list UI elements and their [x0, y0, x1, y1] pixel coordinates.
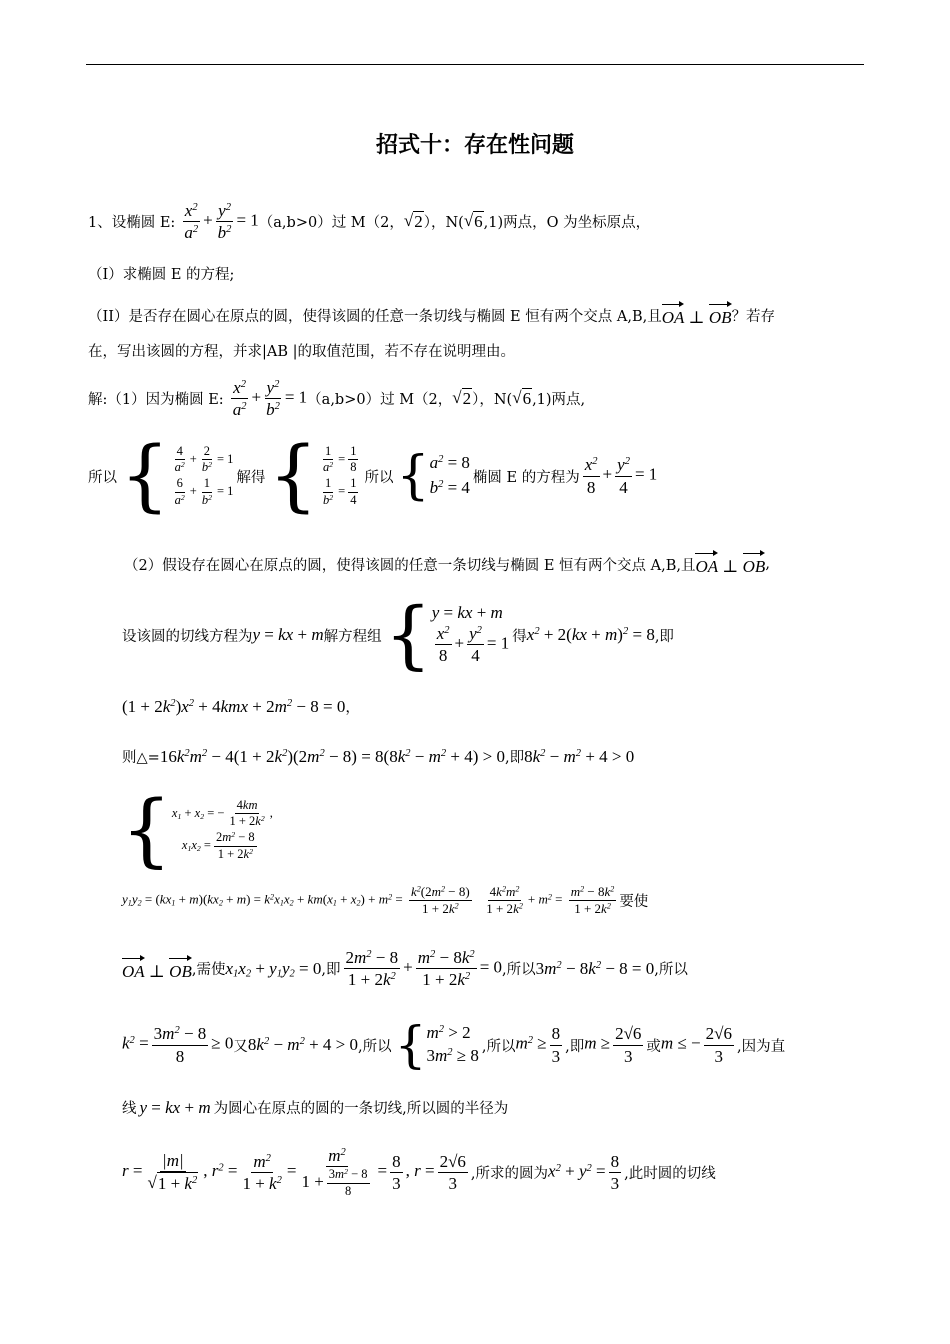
sqrt-2: √ 2	[403, 211, 423, 232]
label-ie-2: ,即	[505, 750, 525, 766]
tangent-eq: y = kx + m	[252, 625, 324, 644]
label-get: 得	[512, 628, 527, 645]
label-solve: 解得	[236, 469, 266, 486]
solution-systems	[88, 431, 658, 521]
label-so-5: ,所以	[358, 1038, 392, 1055]
solution-tail: ,1)两点,	[532, 392, 586, 409]
vieta-system: { $x_1 + x_2$ = − $\frac{4km}{1 + 2k^2}$ , $x_1x_2$ = $\frac{2m^2 - 8}{1 + 2k^2}$	[121, 783, 273, 876]
discriminant: $16k^2m^2 - 4(1 + 2k^2)(2m^2 - 8) = 8(8k^2 - m^2 + 4) > 0$	[159, 746, 505, 766]
label-then: 则△=	[122, 750, 160, 766]
y1y2-expr: $y_1y_2 = (kx_1 + m)(kx_2 + m) = k^2x_1x_2 + km(x_1 + x_2) + m^2$ = $\frac{k^2(2m^2 - 8)}{1 + 2k^2}$ $\frac{4k^2m^2}{1 + 2k^2}$ + $m^2$ = $\frac{m^2 - 8k^2}{1 + 2k^2}$	[122, 884, 615, 917]
label-circle: ,所求的圆为	[470, 1165, 549, 1182]
problem-part-2	[88, 302, 775, 328]
label-so-6: ,所以	[481, 1038, 516, 1055]
radius-intro-line: 线 y = kx + m 为圆心在原点的圆的一条切线,所以圆的半径为	[122, 1097, 509, 1117]
label-so-3: ,所以	[502, 962, 536, 979]
label-tangent: 设该圆的切线方程为	[122, 628, 253, 645]
label-or: 或	[646, 1038, 661, 1055]
radius-line: r = |m| √ $1 + k^2$ , $r^2$ = $\frac{m^2}{1 + k^2}$ = $m^2$ 1 + $\frac{3m^2 - 8}{8}$ = $\frac{8}{3}$ , r = $\frac{2√6}{3}$ ,所求的圆为 $x^2 + y^2$ = $\frac{8}{3}$ ,此时圆的切线	[122, 1146, 716, 1198]
sqrt-6-b: √ 6	[512, 388, 532, 409]
k-squared-line: $k^2$ = $\frac{3m^2 - 8}{8}$ ≥ 0 又 $8k^2 - m^2 + 4 > 0$ ,所以 { $m^2 > 2$ $3m^2 \ge 8$ ,所以 $m^2$ ≥ $\frac{8}{3}$ ,即 m ≥ $\frac{2√6}{3}$ 或 m ≤ − $\frac{2√6}{3}$ ,因为直	[122, 1016, 786, 1074]
solution-point-n: ），N(	[472, 392, 513, 409]
perpendicular-vectors: OA ⊥ OB	[662, 302, 732, 328]
problem-point-n: ），N(	[423, 215, 464, 232]
discriminant-line	[122, 746, 634, 767]
label-ie-4: ,即	[565, 1038, 585, 1055]
label-solve-sys: 解方程组	[323, 628, 382, 645]
problem-part-2-cont: 在，写出该圆的方程，并求|AB |的取值范围，若不存在说明理由。	[88, 344, 516, 360]
ellipse-equation: $\frac{x^2}{a^2}$ + $\frac{y^2}{b^2}$ = 1	[184, 201, 259, 243]
ellipse-result: $\frac{x^2}{8}$ + $\frac{y^2}{4}$ = 1	[584, 455, 658, 497]
sqrt-2-b: √ 2	[452, 388, 472, 409]
sqrt-6: √ 6	[463, 211, 483, 232]
tangent-line	[122, 592, 674, 678]
part-2-text-b: ？若存	[731, 308, 776, 325]
ellipse-equation-2: $\frac{x^2}{a^2}$ + $\frac{y^2}{b^2}$ = 1	[232, 378, 308, 420]
problem-line-1	[88, 200, 650, 244]
solution-intro: 解:（1）因为椭圆 E:	[88, 392, 224, 409]
label-need: ,需使	[191, 962, 226, 979]
label-ellipse-eq: 椭圆 E 的方程为	[472, 469, 580, 486]
label-ie: ,即	[654, 628, 674, 645]
label-tangent-now: ,此时圆的切线	[624, 1165, 716, 1182]
substituted-eq: $x^2 + 2(kx + m)^2 = 8$	[526, 625, 655, 644]
solution-part-2: （2）假设存在圆心在原点的圆，使得该圆的任意一条切线与椭圆 E 恒有两个交点 A,B,且 OA ⊥ OB ,	[124, 551, 770, 577]
label-so-2: 所以	[364, 469, 394, 486]
problem-tail: ,1)两点，O 为坐标原点，	[483, 215, 651, 232]
system-3: { $a^2 = 8$ $b^2 = 4$	[396, 446, 470, 506]
system-2: { $\frac{1}{a^2}$ = $\frac{1}{8}$ $\frac{1}{b^2}$ = $\frac{1}{4}$	[268, 431, 357, 521]
system-1: { $\frac{4}{a^2}$ + $\frac{2}{b^2}$ = 1 $\frac{6}{a^2}$ + $\frac{1}{b^2}$ = 1	[120, 431, 234, 521]
part-2-assume: （2）假设存在圆心在原点的圆，使得该圆的任意一条切线与椭圆 E 恒有两个交点 A,B,且	[124, 557, 696, 574]
label-line: 线	[122, 1101, 137, 1117]
page-title: 招式十：存在性问题	[375, 133, 574, 158]
label-because: ,因为直	[736, 1038, 786, 1055]
problem-part-1: （I）求椭圆 E 的方程;	[88, 267, 235, 283]
solution-line-1	[88, 377, 585, 421]
label-so: 所以	[88, 469, 117, 486]
label-line-tail: 为圆心在原点的圆的一条切线,所以圆的半径为	[213, 1101, 509, 1117]
discriminant-cond: $8k^2 - m^2 + 4 > 0$	[524, 746, 635, 766]
label-ie-3: ,即	[321, 962, 341, 979]
header-rule	[86, 64, 864, 65]
system-4: { y = kx + m $\frac{x^2}{8}$ + $\frac{y^2}{4}$ = 1	[384, 592, 510, 678]
solution-condition: （a,b>0）过 M（2，	[307, 392, 453, 409]
label-also: 又	[233, 1038, 248, 1055]
label-want: 要使	[619, 894, 649, 911]
perpendicular-vectors-2: OA ⊥ OB	[695, 551, 765, 577]
quadratic-eq: $(1 + 2k^2)x^2 + 4kmx + 2m^2 - 8 = 0$ ，	[122, 696, 360, 716]
label-so-4: ,所以	[654, 962, 688, 979]
y1y2-line	[122, 884, 648, 918]
problem-number: 1、设椭圆 E:	[88, 215, 176, 232]
requirement-line: OA ⊥ OB ,需使 $x_1x_2 + y_1y_2 = 0$ ,即 $\frac{2m^2 - 8}{1 + 2k^2}$ + $\frac{m^2 - 8k^2}{1 + 2k^2}$ = 0 ,所以 $3m^2 - 8k^2 - 8 = 0$ ,所以	[122, 948, 688, 990]
problem-condition: （a,b>0）过 M（2，	[258, 215, 404, 232]
part-2-text: （II）是否存在圆心在原点的圆，使得该圆的任意一条切线与椭圆 E 恒有两个交点 A,B,且	[88, 308, 662, 325]
